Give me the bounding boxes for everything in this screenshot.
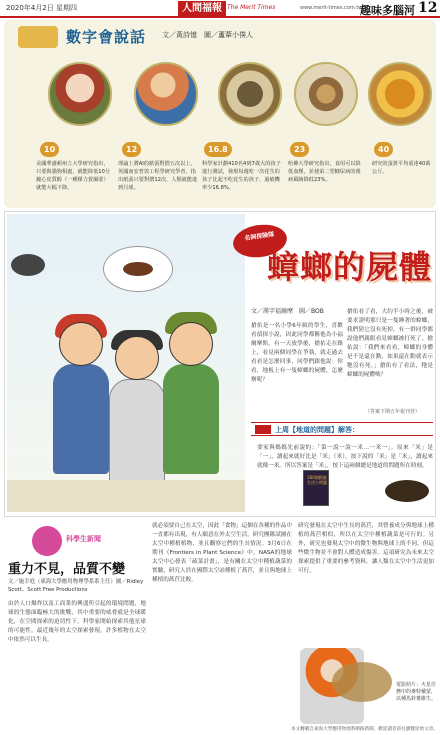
science-news-icon <box>32 526 62 556</box>
story-body-right: 搶佑看了看，大約半小時之後，被要求證明那只是一隻睡著的蟑螂，我們猜它沒有死掉，有一群同學都說他們親眼看見蟑螂被打死了。搶佑說：「我們來看看，蟑螂的身體是不是還在動，如果還在動就表示牠沒有死。」搶佑有了看法，牠是蟑螂的屍體嗎？ <box>347 309 433 378</box>
child-figure <box>163 364 219 474</box>
potatoes-photo <box>332 662 392 702</box>
newspaper-logo-en: The Merit Times <box>227 4 276 11</box>
story-byline: 文／漢字福爾摩 圖／BOB <box>251 308 324 315</box>
book-title: 300個動腦生活小問題 <box>307 475 327 485</box>
number-tag: 23 <box>290 142 309 157</box>
answer-note: （答案下期五年報刊登） <box>365 409 421 415</box>
column-icon <box>18 26 58 48</box>
ground <box>7 480 245 512</box>
photo-caption: 電影照片：火星任務中的麥特戴蒙，以種馬鈴薯維生。 <box>396 682 437 702</box>
number-fact: 理論上將AI的紙張對摺五次以上，英國南安普敦工程學研究學者，指出紙張只要對摺12次，人類就能進到月球。 <box>118 161 198 191</box>
number-fact: 科學家計劃410名4到7歲大的孩子進行測試，發現每週吃一次花生的孩子比起不吃花生的孩子，過敏機率少16.8%。 <box>202 161 281 191</box>
dog-illustration <box>385 480 429 502</box>
column-byline: 文／黃詩憶 圖／蘆葦小僕人 <box>162 31 253 39</box>
child-figure <box>109 379 165 489</box>
arrow-icon <box>255 425 271 434</box>
science-article <box>4 520 436 735</box>
photo-egg-yolk <box>368 62 432 126</box>
series-badge: 名詞探險隊 <box>231 221 289 260</box>
story-illustration <box>7 214 245 512</box>
reprint-note: 本文轉載自東海大學應用物理系網路新聞，歡迎讀者前往瀏覽原始文章。 <box>290 727 438 732</box>
science-headline: 重力不見，品質不變 <box>8 562 126 577</box>
science-body-col-1: 由於人口爆炸以及工商業的興盛所引起的環境問題，地球的生態面臨極大的挑戰，其中重要的威脅就是全球暖化，在空間探索的迫切性下，科學家開始探索其他星球的可能性。最近幾年的太空探索發現，許多植物在太空中依然可以生長。 <box>8 601 146 643</box>
column-title: 數字會說話 <box>66 28 147 46</box>
answer-title: 上周【地道的問題】解答： <box>275 426 359 434</box>
number-tag: 40 <box>374 142 393 157</box>
page-number: 12 <box>418 0 438 16</box>
number-fact: 研究的蛋黃平均重達40萬公斤。 <box>372 161 431 175</box>
science-news-label: 科學生新聞 <box>66 535 101 543</box>
cat-illustration <box>11 254 45 276</box>
science-body-col-3: 研究發現在太空中生長的萵苣，其營養成分與地球上種植的萵苣相似，所以在太空中種植蔬菜是可行的。另外，研究也發現太空中的微生物與地球上的不同，但這些微生物並不會對人體造成傷害。這項研究為未來太空探索提供了重要的參考資料，讓人類在太空中生活更加可行。 <box>298 523 434 574</box>
science-body-col-2: 就必須要自己在太空，因此「食物」這個在各種的作品中一直都有出現，有人願意在外太空生活，研究團隊試圖在太空中種植植物，並且觀察它們的生長情況。3月6日在期刊《Frontiers in Plant Science》中，NASA的地球太空中心發表「疏菜計畫」，是有關在太空中種植蔬菜的實驗，研究人員在國際太空站種植了萵苣，並且與地球上種植的萵苣比較。 <box>152 523 292 583</box>
child-face <box>169 322 213 366</box>
cockroach-illustration <box>123 262 153 276</box>
number-tag: 12 <box>122 142 141 157</box>
photo-food-bowl <box>294 62 358 126</box>
photo-person-with-dog <box>48 62 112 126</box>
cockroach-story <box>4 211 436 517</box>
answer-section-header <box>251 422 433 436</box>
page-header <box>0 0 440 18</box>
issue-date: 2020年4月2日 星期四 <box>6 4 77 12</box>
child-face <box>115 336 159 380</box>
number-tag: 16.8 <box>204 142 232 157</box>
number-fact: 哈佛大學研究指出，食用可以降低血壓，並使第二型糖尿病的罹病風險降低23%。 <box>288 161 361 183</box>
story-body-left: 搶佑是一名小學6年級的學生，喜歡看偵探小說，因此同學都稱他為小福爾摩斯。有一天放學後，搶佑走在路上，看見兩個同學在爭執，就走過去看看是怎麼回事，同學們跟他說：你看，地板上有一隻蟑螂的屍體，怎麼辦呢？ <box>251 323 343 383</box>
science-byline: 文／施幸庭（東海大學應用物理學系系主任）圖／Ridley Scott、Scott Free Productions <box>8 579 144 593</box>
section-title: 趣味多腦河 <box>360 4 415 17</box>
answer-text: 要家與媽媽先前說的：「第一說一說一米…一米一」。原來「米」是「一」，讀起來就好比是「米」（米），按下說的「米」是「米」，讀起來就像一米。所以答案是「米」，按下這兩個總是地道的問題所在時刻。 <box>257 445 433 469</box>
story-headline: 蟑螂的屍體 <box>267 248 433 286</box>
photo-peanuts <box>218 62 282 126</box>
newspaper-url: www.merit-times.com.tw <box>300 5 363 11</box>
numbers-column <box>4 20 436 208</box>
child-figure <box>53 364 109 474</box>
number-fact: 美國華盛頓州立大學研究指出，只要與貓狗相處，就能降低10分鐘心皮質醇（一種壓力賀爾蒙）就能大幅下降。 <box>36 161 111 191</box>
number-tag: 10 <box>40 142 59 157</box>
child-face <box>59 322 103 366</box>
photo-person-with-paper <box>134 62 198 126</box>
book-cover <box>303 470 329 506</box>
newspaper-logo: 人間福報 <box>178 1 226 16</box>
